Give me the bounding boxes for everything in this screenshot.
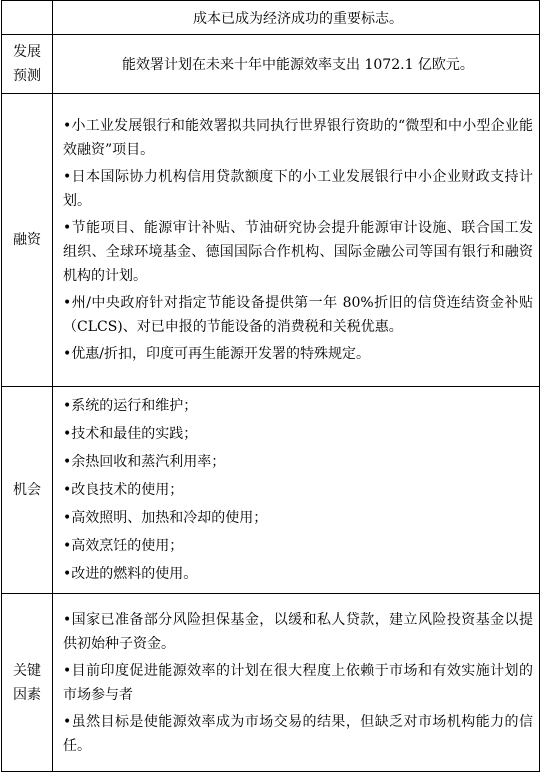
financing-item: •小工业发展银行和能效署拟共同执行世界银行资助的“微型和中小型企业能效融资”项目。: [63, 118, 533, 158]
financing-label-cell: [2, 94, 53, 387]
opportunities-content-cell: [53, 387, 540, 594]
financing-item: •优惠/折扣，印度可再生能源开发署的特殊规定。: [63, 346, 370, 362]
key-factors-label-line-1: 关键: [13, 662, 41, 679]
top-content-text: 成本已成为经济成功的重要标志。: [193, 10, 403, 27]
row-key-factors: [2, 594, 540, 772]
row-financing: [2, 94, 540, 387]
top-label-cell: [2, 1, 53, 35]
opportunity-item: •余热回收和蒸汽利用率；: [63, 454, 226, 470]
key-factors-label-cell: [2, 594, 53, 772]
opportunities-label-cell: [2, 387, 53, 594]
forecast-label-line-1: 发展: [13, 44, 41, 60]
opportunity-item: •高效烹饪的使用；: [63, 538, 184, 554]
opportunity-item: •改良技术的使用；: [63, 482, 184, 498]
row-top: [2, 1, 540, 35]
financing-item: •日本国际协力机构信用贷款额度下的小工业发展银行中小企业财政支持计划。: [63, 169, 533, 209]
key-factor-item: •目前印度促进能源效率的计划在很大程度上依赖于市场和有效实施计划的市场参与者: [63, 662, 533, 703]
forecast-label-cell: [2, 35, 53, 94]
forecast-content-text: 能效署计划在未来十年中能源效率支出 1072.1 亿欧元。: [122, 57, 474, 73]
financing-item: •节能项目、能源审计补贴、节油研究协会提升能源审计设施、联合国工发组织、全球环境基金、德国国际合作机构、国际金融公司等国有银行和融资机构的计划。: [63, 220, 533, 284]
forecast-label-line-2: 预测: [13, 68, 41, 84]
row-forecast: [2, 35, 540, 94]
info-table: [1, 0, 540, 772]
row-opportunities: [2, 387, 540, 594]
key-factor-item: •虽然目标是使能源效率成为市场交易的结果，但缺乏对市场机构能力的信任。: [63, 713, 533, 754]
top-content-cell: [53, 1, 540, 35]
financing-item: •州/中央政府针对指定节能设备提供第一年 80%折旧的信贷连结资金补贴（CLCS)、对已申报的节能设备的消费税和关税优惠。: [63, 295, 533, 335]
opportunity-item: •系统的运行和维护；: [63, 398, 198, 414]
opportunity-item: •技术和最佳的实践；: [63, 426, 198, 442]
key-factor-item: •国家已准备部分风险担保基金，以缓和私人贷款，建立风险投资基金以提供初始种子资金。: [63, 611, 533, 652]
financing-label: 融资: [13, 232, 41, 248]
opportunities-label: 机会: [13, 482, 41, 498]
forecast-content-cell: [53, 35, 540, 94]
financing-content-cell: [53, 94, 540, 387]
opportunity-item: •高效照明、加热和冷却的使用；: [63, 510, 268, 526]
key-factors-label-line-2: 因素: [13, 686, 41, 703]
key-factors-content-cell: [53, 594, 540, 772]
opportunity-item: •改进的燃料的使用。: [63, 566, 198, 582]
